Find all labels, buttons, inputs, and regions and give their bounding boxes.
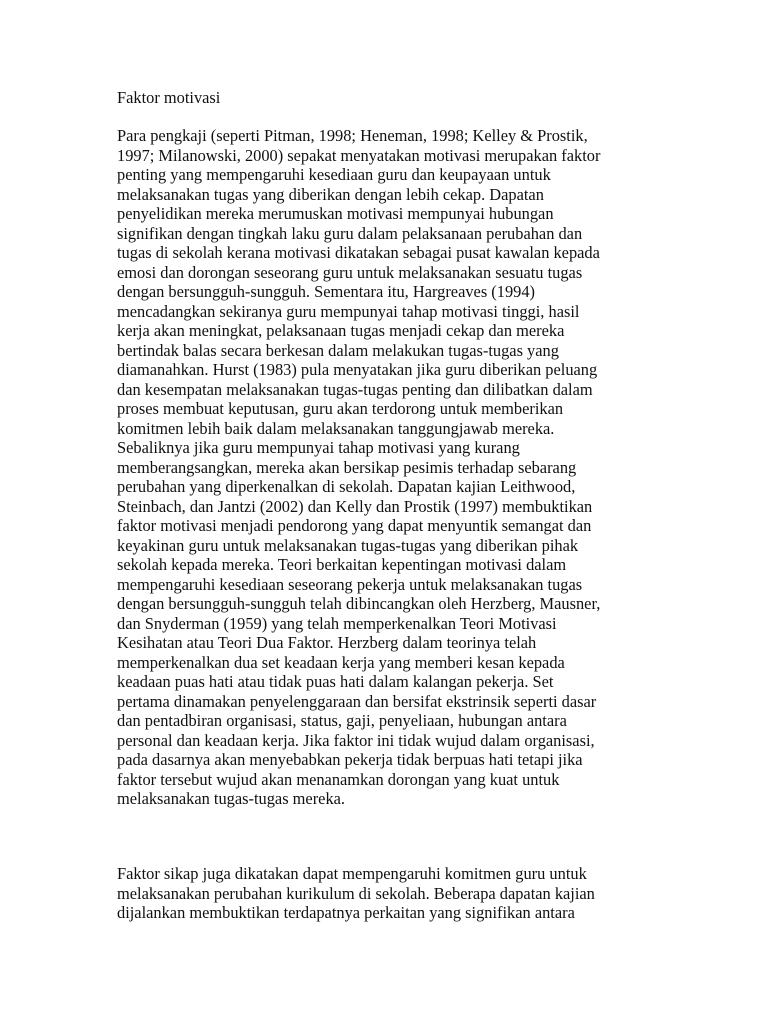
text-line: pada dasarnya akan menyebabkan pekerja tidak berpuas hati tetapi jika — [117, 750, 583, 769]
text-line: dengan bersungguh-sungguh telah dibincangkan oleh Herzberg, Mausner, — [117, 594, 601, 613]
text-line: emosi dan dorongan seseorang guru untuk melaksanakan sesuatu tugas — [117, 262, 583, 282]
text-line: melaksanakan tugas-tugas mereka. — [117, 789, 346, 808]
paragraph-motivation — [117, 126, 677, 809]
text-line: dijalankan membuktikan terdapatnya perkaitan yang signifikan antara — [117, 903, 575, 922]
text-line: pertama dinamakan penyelenggaraan dan bersifat ekstrinsik seperti dasar — [117, 691, 597, 711]
text-line: proses membuat keputusan, guru akan terdorong untuk memberikan — [117, 399, 564, 418]
text-line: faktor motivasi menjadi pendorong yang dapat menyuntik semangat dan — [117, 516, 592, 535]
text-line: mempengaruhi kesediaan seseorang pekerja untuk melaksanakan tugas — [117, 574, 583, 594]
text-line: mencadangkan sekiranya guru mempunyai tahap motivasi tinggi, hasil — [117, 301, 580, 321]
section-heading: Faktor motivasi — [117, 88, 221, 107]
text-line: signifikan dengan tingkah laku guru dalam pelaksanaan perubahan dan — [117, 223, 583, 243]
text-line: kerja akan meningkat, pelaksanaan tugas menjadi cekap dan mereka — [117, 321, 565, 340]
paragraph-attitude — [117, 864, 677, 923]
text-line: faktor tersebut wujud akan menanamkan dorongan yang kuat untuk — [117, 769, 560, 789]
text-line: sekolah kepada mereka. Teori berkaitan kepentingan motivasi dalam — [117, 555, 567, 574]
text-line: Kesihatan atau Teori Dua Faktor. Herzberg dalam teorinya telah — [117, 633, 537, 652]
text-line: keadaan puas hati atau tidak puas hati dalam kalangan pekerja. Set — [117, 672, 554, 691]
text-line: diamanahkan. Hurst (1983) pula menyatakan jika guru diberikan peluang — [117, 360, 598, 379]
text-line: melaksanakan tugas yang diberikan dengan lebih cekap. Dapatan — [117, 184, 544, 204]
text-line: perubahan yang diperkenalkan di sekolah. Dapatan kajian Leithwood, — [117, 477, 576, 496]
text-line: dan Snyderman (1959) yang telah memperkenalkan Teori Motivasi — [117, 613, 557, 633]
text-line: memberangsangkan, mereka akan bersikap pesimis terhadap sebarang — [117, 457, 577, 477]
text-line: penting yang mempengaruhi kesediaan guru dan keupayaan untuk — [117, 165, 551, 184]
text-line: dan kesempatan melaksanakan tugas-tugas penting dan dilibatkan dalam — [117, 379, 593, 399]
text-line: Faktor sikap juga dikatakan dapat mempengaruhi komitmen guru untuk — [117, 864, 587, 883]
text-line: komitmen lebih baik dalam melaksanakan tanggungjawab mereka. — [117, 418, 555, 438]
text-line: melaksanakan perubahan kurikulum di sekolah. Beberapa dapatan kajian — [117, 883, 595, 903]
text-line: dan pentadbiran organisasi, status, gaji, penyeliaan, hubungan antara — [117, 711, 567, 730]
text-line: penyelidikan mereka merumuskan motivasi mempunyai hubungan — [117, 204, 554, 223]
text-line: Steinbach, dan Jantzi (2002) dan Kelly dan Prostik (1997) membuktikan — [117, 496, 593, 516]
text-line: 1997; Milanowski, 2000) sepakat menyatakan motivasi merupakan faktor — [117, 145, 601, 165]
text-line: tugas di sekolah kerana motivasi dikatakan sebagai pusat kawalan kepada — [117, 243, 600, 262]
text-line: Sebaliknya jika guru mempunyai tahap motivasi yang kurang — [117, 438, 520, 457]
text-line: bertindak balas secara berkesan dalam melakukan tugas-tugas yang — [117, 340, 559, 360]
text-line: keyakinan guru untuk melaksanakan tugas-tugas yang diberikan pihak — [117, 535, 579, 555]
text-line: personal dan keadaan kerja. Jika faktor ini tidak wujud dalam organisasi, — [117, 730, 595, 750]
text-line: dengan bersungguh-sungguh. Sementara itu, Hargreaves (1994) — [117, 282, 536, 301]
text-line: memperkenalkan dua set keadaan kerja yang memberi kesan kepada — [117, 652, 565, 672]
text-line: Para pengkaji (seperti Pitman, 1998; Heneman, 1998; Kelley & Prostik, — [117, 126, 588, 145]
